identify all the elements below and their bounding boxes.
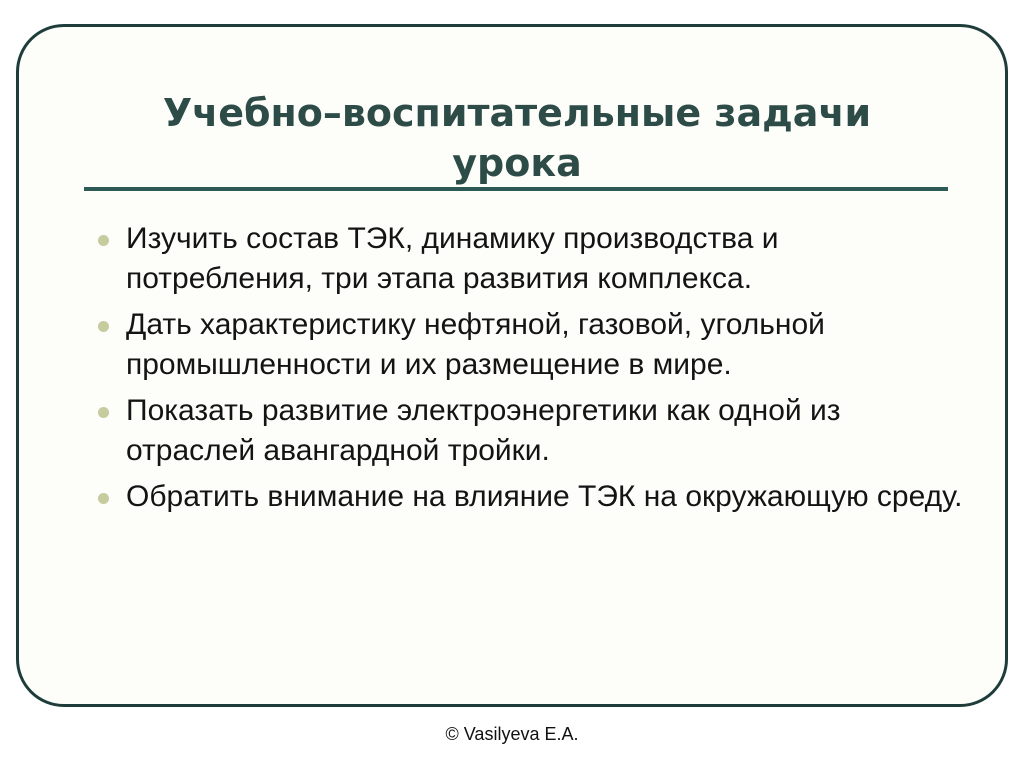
bullet-dot-icon	[98, 407, 109, 418]
bullet-dot-icon	[98, 235, 109, 246]
slide-title-line-2: урока	[452, 141, 582, 185]
bullet-dot-icon	[98, 493, 109, 504]
bullet-item	[92, 219, 972, 299]
slide-title-line-1: Учебно–воспитательные задачи	[162, 91, 872, 135]
bullet-item	[92, 305, 972, 385]
bullet-item	[92, 477, 972, 517]
bullet-text: Показать развитие электроэнергетики как одной из отраслей авангардной тройки.	[126, 394, 841, 467]
title-underline	[84, 187, 948, 191]
bullet-text: Обратить внимание на влияние ТЭК на окружающую среду.	[126, 480, 963, 513]
copyright-footer: © Vasilyeva E.A.	[445, 724, 579, 744]
bullet-text: Дать характеристику нефтяной, газовой, угольной промышленности и их размещение в мире.	[126, 308, 825, 381]
bullet-dot-icon	[98, 321, 109, 332]
slide-title	[84, 88, 950, 188]
bullet-item	[92, 391, 972, 471]
bullet-list	[92, 219, 972, 523]
bullet-text: Изучить состав ТЭК, динамику производства и потребления, три этапа развития комплекса.	[126, 222, 779, 295]
